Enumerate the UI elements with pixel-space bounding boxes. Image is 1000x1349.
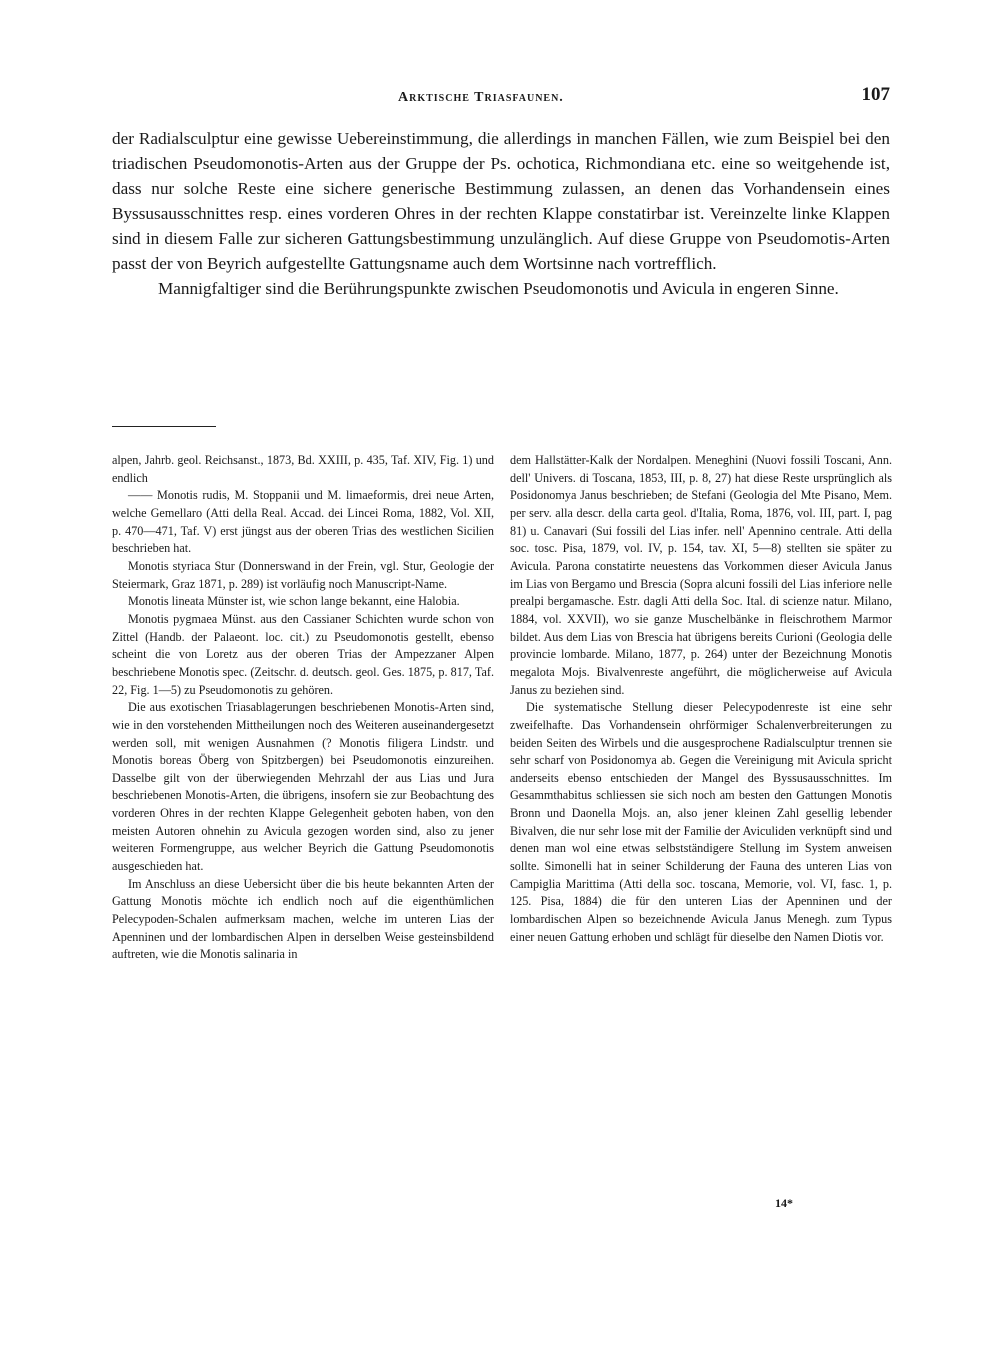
footnote-paragraph: Die aus exotischen Triasablagerungen beschriebenen Monotis-Arten sind, wie in den vorstehenden Mittheilungen noch des Weiteren auseinandergesetzt werden soll, mit wenigen Ausnahmen (? Monotis filigera Lindstr. und Monotis boreas Öberg von Spitzbergen) bei Pseudomonotis einzureihen. Dasselbe gilt von der überwiegenden Mehrzahl der aus Lias und Jura beschriebenen Monotis-Arten, die übrigens, insofern sie zur Beobachtung des vorderen Ohres in der rechten Klappe Gelegenheit geboten haben, von den meisten Autoren ohnehin zu Avicula gezogen worden sind, also zu jener weiteren Formengruppe, aus welcher Beyrich die Gattung Pseudomonotis ausgeschieden hat. [112, 700, 494, 874]
footnote-paragraph: Monotis pygmaea Münst. aus den Cassianer Schichten wurde schon von Zittel (Handb. der Palaeont. loc. cit.) zu Pseudomonotis gestellt, ebenso scheint die von Loretz aus der oberen Trias der Ampezzaner Alpen beschriebene Monotis spec. (Zeitschr. d. deutsch. geol. Ges. 1875, p. 817, Taf. 22, Fig. 1—5) zu Pseudomonotis zu gehören. [112, 611, 494, 697]
main-text [112, 126, 890, 301]
footnote-separator [112, 426, 216, 427]
main-paragraph: der Radialsculptur eine gewisse Uebereinstimmung, die allerdings in manchen Fällen, wie zum Beispiel bei den triadischen Pseudomonotis-Arten aus der Gruppe der Ps. ochotica, Richmondiana etc. eine so weitgehende ist, dass nur solche Reste eine sichere generische Bestimmung zulassen, an denen das Vorhandensein eines Byssusausschnittes resp. eines vorderen Ohres in der rechten Klappe constatirbar ist. Vereinzelte linke Klappen sind in diesem Falle zur sicheren Gattungsbestimmung unzulänglich. Auf diese Gruppe von Pseudomotis-Arten passt der von Beyrich aufgestellte Gattungsname auch dem Wortsinne nach vortrefflich. [112, 129, 890, 273]
page-number: 107 [861, 84, 890, 105]
footnote-paragraph: Monotis lineata Münster ist, wie schon lange bekannt, eine Halobia. [128, 594, 460, 609]
signature-mark: 14* [775, 1196, 793, 1210]
footnote-paragraph: —— Monotis rudis, M. Stoppanii und M. limaeformis, drei neue Arten, welche Gemellaro (Atti della Real. Accad. dei Lincei Roma, 1882, Vol. XII, p. 470—471, Taf. V) erst jüngst aus der oberen Trias des westlichen Sicilien beschrieben hat. [112, 488, 494, 556]
footnote-paragraph: Die systematische Stellung dieser Pelecypodenreste ist eine sehr zweifelhafte. Das Vorhandensein ohrförmiger Schalenverbreiterungen zu beiden Seiten des Wirbels und die ausgesprochene Radialsculptur trennen sie sehr scharf von Posidonomya ab. Gegen die Vereinigung mit Avicula spricht anderseits ebenso entschieden der Mangel des Byssusausschnittes. Im Gesammthabitus schliessen sie sich noch am besten den Gattungen Monotis Bronn und Daonella Mojs. an, also jener kleinen Zahl gesellig lebender Bivalven, die nur sehr lose mit der Familie der Aviculiden verknüpft sind und denen man wol eine etwas selbstständigere Stellung im System anweisen sollte. Simonelli hat in seiner Schilderung der Fauna des unteren Lias von Campiglia Marittima (Atti della soc. toscana, Memorie, vol. VI, fasc. 1, p. 125. Pisa, 1884) die für den unteren Lias der Apenninen und der lombardischen Alpen so bezeichnende Avicula Janus Menegh. zum Typus einer neuen Gattung erhoben und schlägt für dieselbe den Namen Diotis vor. [510, 700, 892, 944]
page-header [112, 84, 890, 114]
main-paragraph: Mannigfaltiger sind die Berührungspunkte zwischen Pseudomonotis und Avicula in engeren Sinne. [158, 279, 839, 298]
footnote-paragraph: Monotis styriaca Stur (Donnerswand in der Frein, vgl. Stur, Geologie der Steiermark, Graz 1871, p. 289) ist vorläufig noch Manuscript-Name. [112, 558, 494, 591]
footnote-column-left [112, 452, 494, 964]
footnote-paragraph: alpen, Jahrb. geol. Reichsanst., 1873, Bd. XXIII, p. 435, Taf. XIV, Fig. 1) und endlich [112, 453, 494, 485]
footnote-paragraph: dem Hallstätter-Kalk der Nordalpen. Meneghini (Nuovi fossili Toscani, Ann. dell' Univers. di Toscana, 1853, III, p. 8, 27) hat diese Reste ursprünglich als Posidonomya Janus beschrieben; de Stefani (Geologia del Mte Pisano, Mem. per serv. alla descr. della carta geol. d'Italia, Roma, 1876, vol. III, part. I, pag 81) u. Canavari (Sui fossili del Lias infer. nell' Apennino centrale. Atti della soc. tosc. Pisa, 1879, vol. IV, p. 154, tav. XI, 5—8) stellten sie später zu Avicula. Parona constatirte neuestens das Vorkommen dieser Avicula Janus im Lias von Bergamo und Brescia (Sopra alcuni fossili del Lias inferiore nelle prealpi bergamasche. Estr. dagli Atti della Soc. Ital. di scienze natur. Milano, 1884, vol. XXVII), wo sie ganze Muschelbänke in fleischrothem Marmor bildet. Aus dem Lias von Brescia hat übrigens bereits Curioni (Geologia delle provincie lombarde. Milano, 1877, p. 264) unter der Bezeichnung Monotis megalota Mojs. Bivalvenreste angeführt, die möglicherweise auf Avicula Janus zu beziehen sind. [510, 453, 892, 697]
running-title: Arktische Triasfaunen. [398, 90, 564, 105]
footnote-paragraph: Im Anschluss an diese Uebersicht über die bis heute bekannten Arten der Gattung Monotis möchte ich endlich noch auf die eigenthümlichen Pelecypoden-Schalen aufmerksam machen, welche im unteren Lias der Apenninen und der lombardischen Alpen in derselben Weise gesteinsbildend auftreten, wie die Monotis salinaria in [112, 876, 494, 962]
footnote-column-right [510, 452, 892, 946]
